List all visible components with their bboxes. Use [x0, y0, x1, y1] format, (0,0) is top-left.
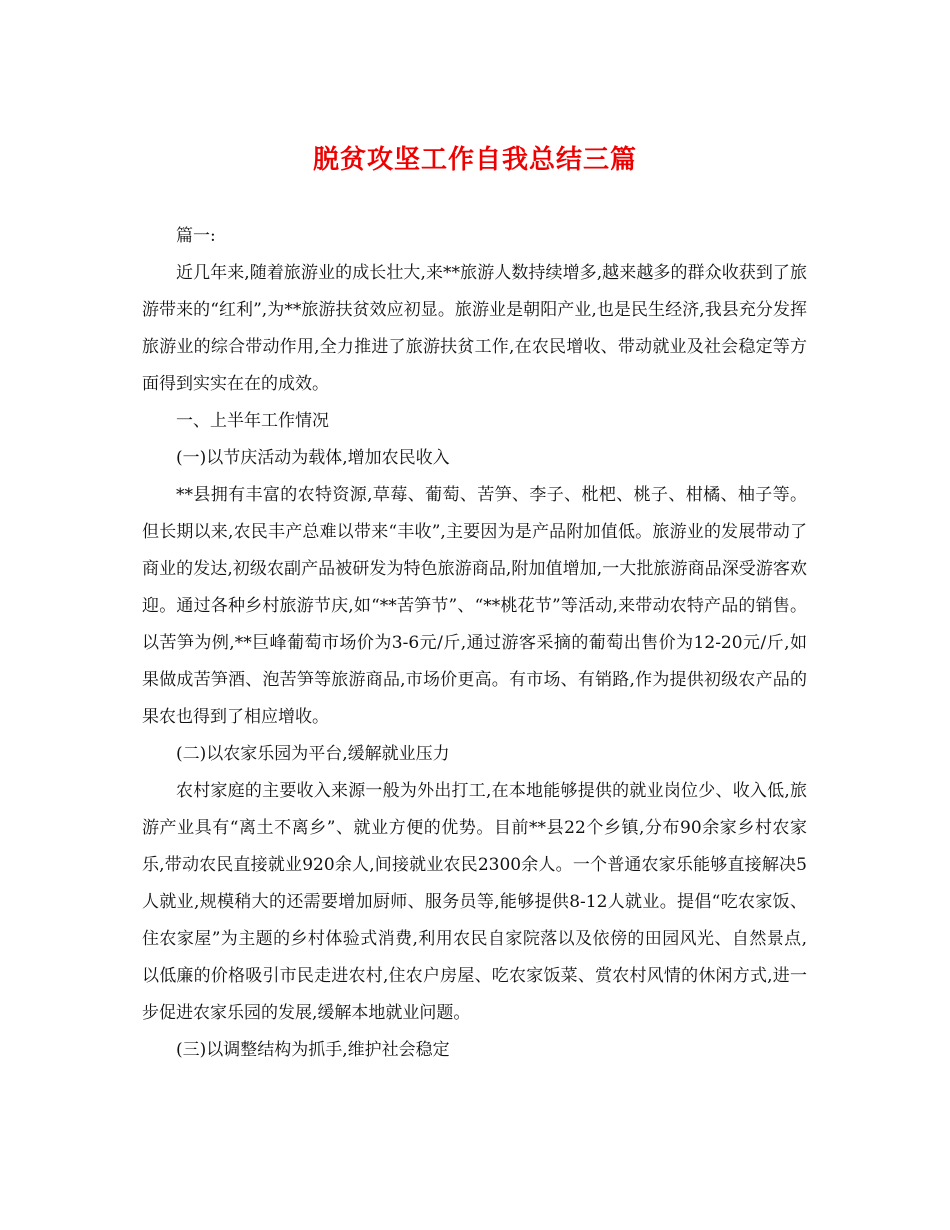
festivals-paragraph: **县拥有丰富的农特资源,草莓、葡萄、苦笋、李子、枇杷、桃子、柑橘、柚子等。但长期以来,农民丰产总难以带来“丰收”,主要因为是产品附加值低。旅游业的发展带动了商业的发达,初级农副产品被研发为特色旅游商品,附加值增加,一大批旅游商品深受游客欢迎。通过各种乡村旅游节庆,如“**苦笋节”、“**桃花节”等活动,来带动农特产品的销售。以苦笋为例,**巨峰葡萄市场价为3-6元/斤,通过游客采摘的葡萄出售价为12-20元/斤,如果做成苦笋酒、泡苦笋等旅游商品,市场价更高。有市场、有销路,作为提供初级农产品的果农也得到了相应增收。 — [142, 485, 807, 727]
subsection-heading-structure-adjustment: (三)以调整结构为抓手,维护社会稳定 — [176, 1040, 450, 1060]
intro-paragraph: 近几年来,随着旅游业的成长壮大,来**旅游人数持续增多,越来越多的群众收获到了旅游带来的“红利”,为**旅游扶贫效应初显。旅游业是朝阳产业,也是民生经济,我县充分发挥旅游业的综合带动作用,全力推进了旅游扶贫工作,在农民增收、带动就业及社会稳定等方面得到实实在在的成效。 — [142, 263, 807, 394]
section-heading-part-one: 篇一: — [176, 226, 216, 246]
document-body — [142, 218, 807, 1069]
farm-stays-paragraph: 农村家庭的主要收入来源一般为外出打工,在本地能够提供的就业岗位少、收入低,旅游产业具有“离土不离乡”、就业方便的优势。目前**县22个乡镇,分布90余家乡村农家乐,带动农民直接就业920余人,间接就业农民2300余人。一个普通农家乐能够直接解决5人就业,规模稍大的还需要增加厨师、服务员等,能够提供8-12人就业。提倡“吃农家饭、住农家屋”为主题的乡村体验式消费,利用农民自家院落以及依傍的田园风光、自然景点,以低廉的价格吸引市民走进农村,住农户房屋、吃农家饭菜、赏农村风情的休闲方式,进一步促进农家乐园的发展,缓解本地就业问题。 — [142, 781, 807, 1023]
subsection-heading-farm-stays: (二)以农家乐园为平台,缓解就业压力 — [176, 744, 450, 764]
section-heading-h1-work-status: 一、上半年工作情况 — [176, 411, 329, 431]
document-title: 脱贫攻坚工作自我总结三篇 — [312, 145, 637, 175]
subsection-heading-festivals: (一)以节庆活动为载体,增加农民收入 — [176, 448, 450, 468]
